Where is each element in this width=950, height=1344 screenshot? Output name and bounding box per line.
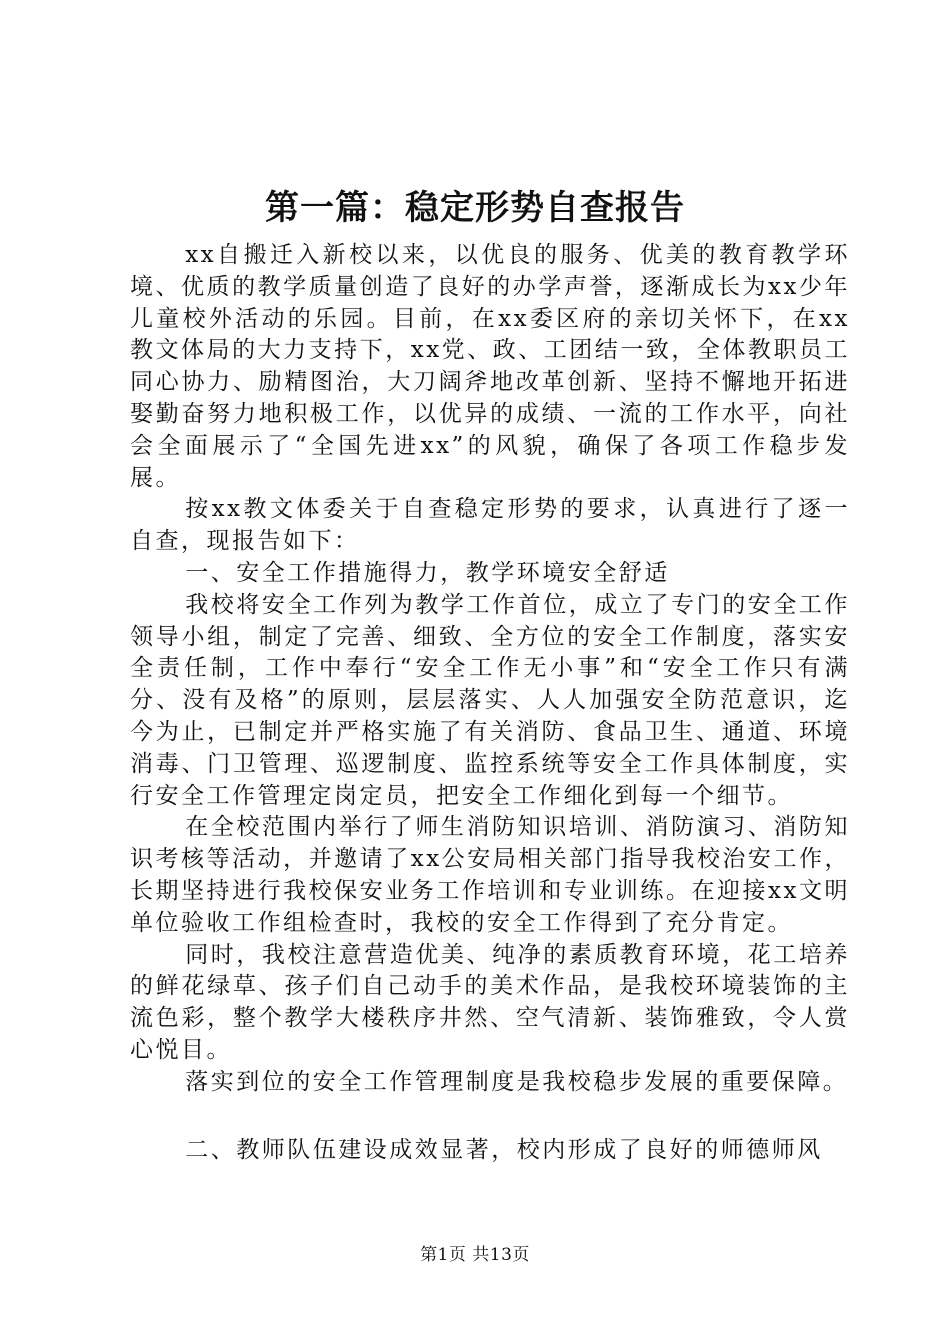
paragraph-report-preface: 按xx教文体委关于自查稳定形势的要求，认真进行了逐一自查，现报告如下： [130,496,850,555]
paragraph-fire-training: 在全校范围内举行了师生消防知识培训、消防演习、消防知识考核等活动，并邀请了xx公安局相关部门指导我校治安工作，长期坚持进行我校保安业务工作培训和专业训练。在迎接xx文明单位验收工作组检查时，我校的安全工作得到了充分肯定。 [130,814,850,936]
section-heading-teachers: 二、教师队伍建设成效显著，校内形成了良好的师德师风 [185,1136,823,1163]
paragraph-safety-system: 我校将安全工作列为教学工作首位，成立了专门的安全工作领导小组，制定了完善、细致、全方位的安全工作制度，落实安全责任制，工作中奉行“安全工作无小事”和“安全工作只有满分、没有及格”的原则，层层落实、人人加强安全防范意识，迄今为止，已制定并严格实施了有关消防、食品卫生、通道、环境消毒、门卫管理、巡逻制度、监控系统等安全工作具体制度，实行安全工作管理定岗定员，把安全工作细化到每一个细节。 [130,591,850,809]
paragraph-intro: xx自搬迁入新校以来，以优良的服务、优美的教育教学环境、优质的教学质量创造了良好的办学声誉，逐渐成长为xx少年儿童校外活动的乐园。目前，在xx委区府的亲切关怀下，在xx教文体局的大力支持下，xx党、政、工团结一致，全体教职员工同心协力、励精图治，大刀阔斧地改革创新、坚持不懈地开拓进娶勤奋努力地积极工作，以优异的成绩、一流的工作水平，向社会全面展示了“全国先进xx”的风貌，确保了各项工作稳步发展。 [130,242,850,491]
page-number-footer: 第1页 共13页 [420,1245,530,1265]
paragraph-environment: 同时，我校注意营造优美、纯净的素质教育环境，花工培养的鲜花绿草、孩子们自己动手的美术作品，是我校环境装饰的主流色彩，整个教学大楼秩序井然、空气清新、装饰雅致，令人赏心悦目。 [130,941,850,1063]
document-body [130,240,850,1166]
document-title: 第一篇：稳定形势自查报告 [265,188,685,228]
section-heading-safety: 一、安全工作措施得力，教学环境安全舒适 [185,559,670,586]
paragraph-safety-conclusion: 落实到位的安全工作管理制度是我校稳步发展的重要保障。 [185,1068,849,1095]
